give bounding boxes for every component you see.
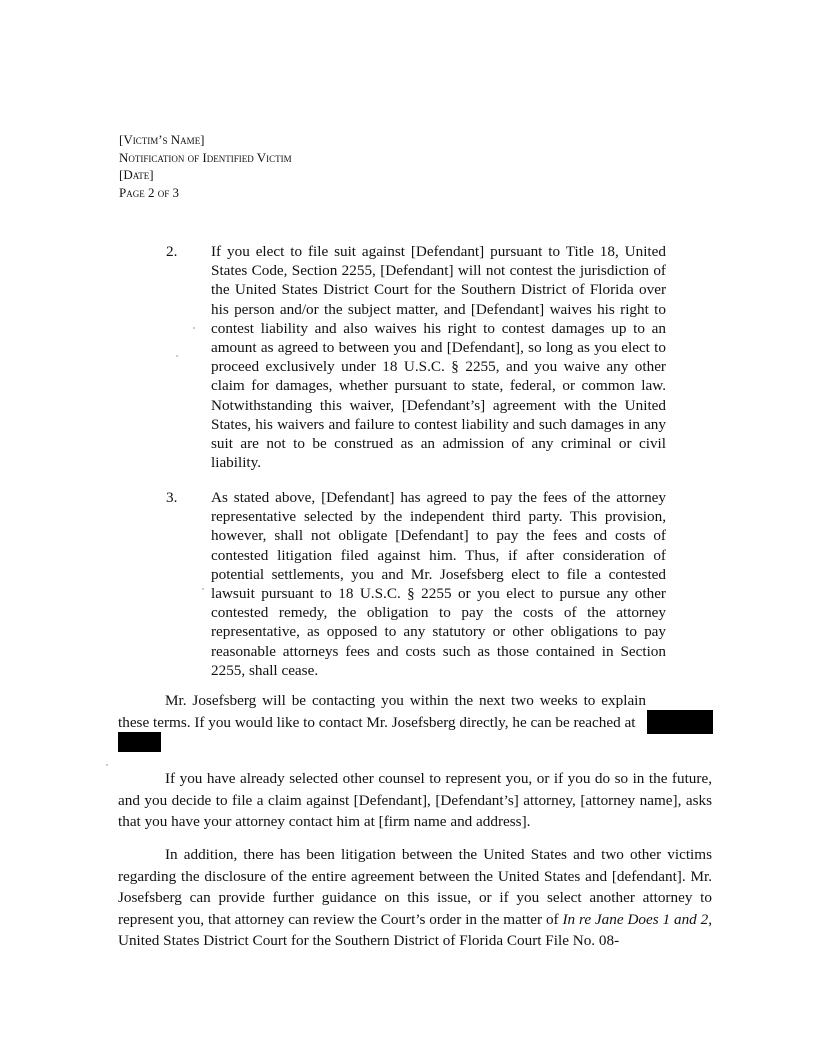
numbered-item-2 <box>166 242 666 472</box>
header-date: [Date] <box>119 167 154 182</box>
numbered-item-3 <box>166 488 666 680</box>
item-text: As stated above, [Defendant] has agreed to pay the fees of the attorney representative selected by the independent third party. This provision, however, shall not obligate [Defendant] to pay the fees and costs of contested litigation filed against him. Thus, if after consideration of potential settlements, you and Mr. Josefsberg elect to file a contested lawsuit pursuant to 18 U.S.C. § 2255 or you elect to pursue any other contested remedy, the obligation to pay the costs of the attorney representative, as opposed to any statutory or other obligations to pay reasonable attorneys fees and costs such as those contained in Section 2255, shall cease. <box>211 489 666 679</box>
contact-text: Mr. Josefsberg will be contacting you within the next two weeks to explain these terms. If you would like to contact Mr. Josefsberg directly, he can be reached at <box>118 692 646 731</box>
header-notification-title: Notification of Identified Victim <box>119 149 292 165</box>
case-name: In re Jane Does 1 and 2 <box>562 910 709 928</box>
scan-speck <box>193 327 195 329</box>
paragraph-other-counsel <box>118 768 712 833</box>
redaction-block-phone <box>647 710 713 734</box>
item-text: If you elect to file suit against [Defendant] pursuant to Title 18, United States Code, Section 2255, [Defendant] will not contest the jurisdiction of the United States District Court for the Southern District of Florida over his person and/or the subject matter, and [Defendant] waives his right to contest liability and also waives his right to contest damages up to an amount as agreed to between you and [Defendant], so long as you elect to proceed exclusively under 18 U.S.C. § 2255, and you waive any other claim for damages, whether pursuant to state, federal, or common law. Notwithstanding this waiver, [Defendant’s] agreement with the United States, his waivers and failure to contest liability and such damages in any suit are not to be construed as an admission of any criminal or civil liability. <box>211 243 666 472</box>
header-victim-name: [Victim’s Name] <box>119 132 205 147</box>
litigation-text-end: , United States District Court for the Southern District of Florida Court File No. 08- <box>118 910 713 949</box>
scan-speck <box>176 355 178 357</box>
litigation-text: In addition, there has been litigation between the United States and two other victims regarding the disclosure of the entire agreement between the United States and [defendant]. Mr. Josefsberg can provide further guidance on this issue, or if you select another attorney to represent you, that attorney can review the Court’s order in the matter of <box>118 846 712 928</box>
paragraph-contact <box>118 690 646 733</box>
letter-header <box>119 131 292 201</box>
scan-speck <box>106 764 108 766</box>
other-counsel-text: If you have already selected other counsel to represent you, or if you do so in the future, and you decide to file a claim against [Defendant], [Defendant’s] attorney, [attorney name], asks that you have your attorney contact him at [firm name and address]. <box>118 770 712 830</box>
header-page-number: Page 2 of 3 <box>119 184 179 200</box>
item-number: 2. <box>166 243 178 260</box>
paragraph-litigation <box>118 844 712 952</box>
scan-speck <box>202 588 204 590</box>
item-number: 3. <box>166 489 178 506</box>
redaction-block-continued <box>118 732 161 752</box>
